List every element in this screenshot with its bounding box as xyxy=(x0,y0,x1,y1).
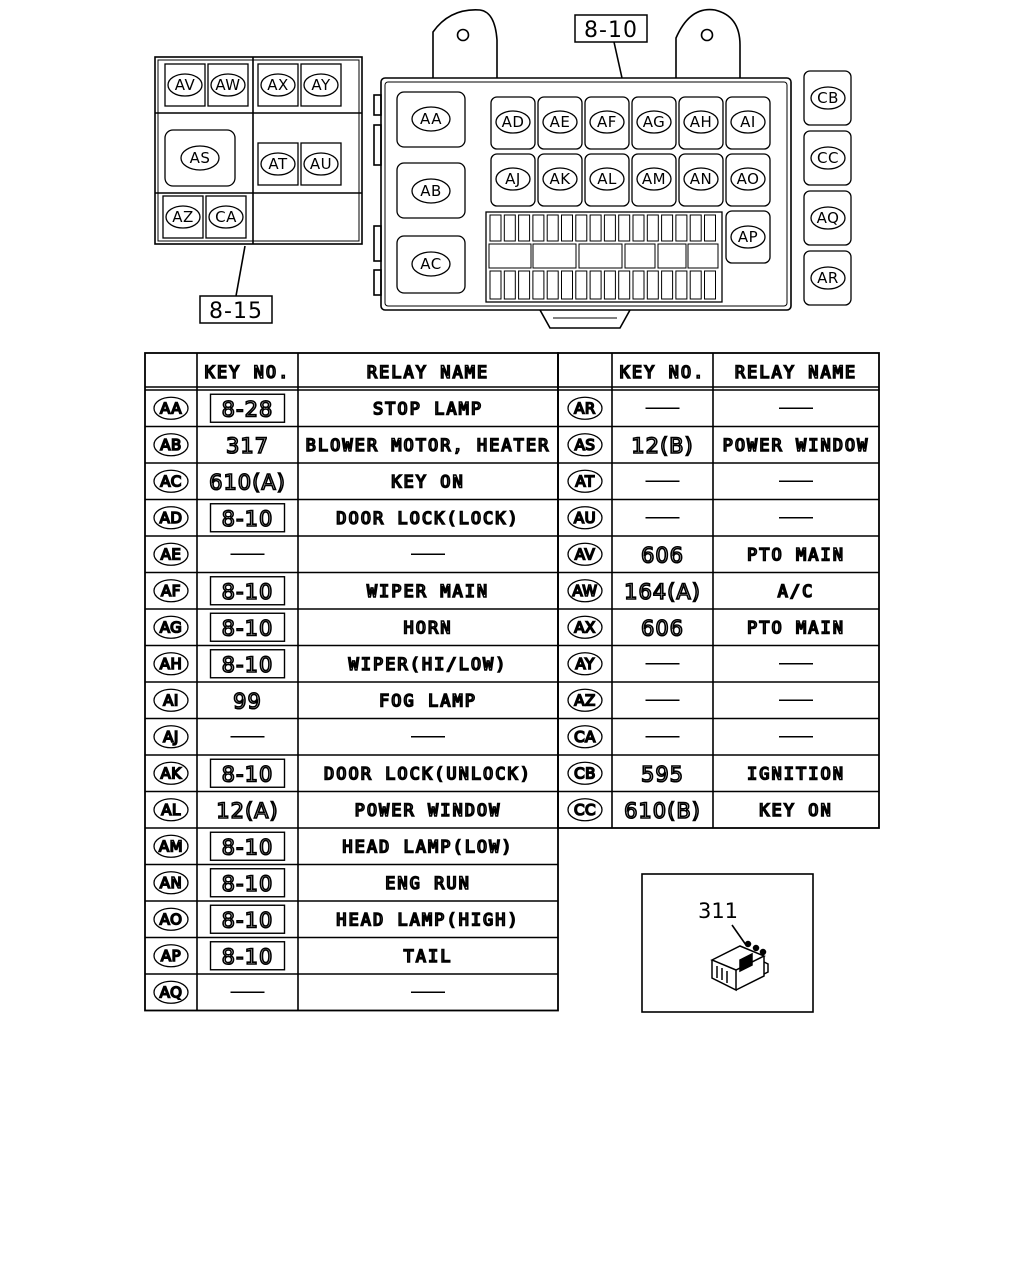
row-relay-left: HORN xyxy=(403,618,453,639)
row-code-left: AI xyxy=(163,691,179,710)
row-code-left: AM xyxy=(158,837,184,856)
code-ai: AI xyxy=(740,113,756,131)
row-relay-left: HEAD LAMP(LOW) xyxy=(342,837,514,858)
code-ca: CA xyxy=(215,208,237,226)
code-av: AV xyxy=(174,76,196,94)
row-key-left: 8-10 xyxy=(221,506,274,531)
row-code-left: AP xyxy=(160,946,182,965)
row-key-right: 606 xyxy=(640,616,685,641)
row-key-left: 8-10 xyxy=(221,762,274,787)
code-ab: AB xyxy=(420,182,442,200)
row-key-left: 8-10 xyxy=(221,652,274,677)
row-code-right: AY xyxy=(575,654,595,673)
row-code-left: AN xyxy=(159,873,183,892)
row-key-left: 12(A) xyxy=(216,798,279,823)
row-relay-left: FOG LAMP xyxy=(379,691,477,712)
inset-relay-311 xyxy=(642,874,813,1012)
code-am: AM xyxy=(641,170,667,188)
row-key-right: 12(B) xyxy=(631,433,694,458)
row-code-left: AH xyxy=(159,654,183,673)
row-relay-right: PTO MAIN xyxy=(747,545,845,566)
ref-8-15: 8-15 xyxy=(209,299,263,324)
row-relay-right: KEY ON xyxy=(759,800,833,821)
code-ao: AO xyxy=(736,170,760,188)
row-code-right: AS xyxy=(574,435,596,454)
row-code-left: AL xyxy=(161,800,181,819)
row-relay-right: IGNITION xyxy=(747,764,845,785)
code-ae: AE xyxy=(549,113,571,131)
code-aw: AW xyxy=(215,76,241,94)
row-relay-left: BLOWER MOTOR, HEATER xyxy=(305,435,551,456)
row-relay-left: DOOR LOCK(LOCK) xyxy=(336,508,520,529)
header-relay-name-left: RELAY NAME xyxy=(366,363,490,383)
code-ax: AX xyxy=(267,76,289,94)
code-au: AU xyxy=(309,155,333,173)
row-relay-right: A/C xyxy=(777,581,815,602)
code-af: AF xyxy=(597,113,617,131)
row-code-right: AX xyxy=(574,618,596,637)
row-code-left: AG xyxy=(159,618,183,637)
code-aa: AA xyxy=(420,110,442,128)
row-code-left: AF xyxy=(161,581,181,600)
row-code-left: AA xyxy=(160,399,182,418)
row-relay-left: POWER WINDOW xyxy=(354,800,502,821)
code-ak: AK xyxy=(549,170,571,188)
row-code-left: AJ xyxy=(163,727,179,746)
row-code-left: AK xyxy=(160,764,182,783)
row-code-right: AT xyxy=(575,472,595,491)
code-at: AT xyxy=(268,155,288,173)
row-relay-left: TAIL xyxy=(403,946,453,967)
row-key-right: 610(B) xyxy=(624,798,701,823)
row-code-right: AZ xyxy=(574,691,596,710)
row-relay-right: POWER WINDOW xyxy=(722,435,870,456)
code-ar: AR xyxy=(817,269,839,287)
row-code-right: AV xyxy=(574,545,596,564)
row-code-left: AD xyxy=(159,508,183,527)
row-key-left: 8-10 xyxy=(221,579,274,604)
row-key-left: 8-10 xyxy=(221,944,274,969)
header-key-no-left: KEY NO. xyxy=(204,363,291,383)
code-al: AL xyxy=(597,170,617,188)
main-relay-box xyxy=(374,10,791,328)
row-code-right: CC xyxy=(574,800,596,819)
code-cc: CC xyxy=(817,149,839,167)
row-code-right: AW xyxy=(572,581,598,600)
row-key-left: 317 xyxy=(225,433,270,458)
row-relay-left: WIPER(HI/LOW) xyxy=(348,654,508,675)
code-ag: AG xyxy=(642,113,666,131)
row-key-right: 164(A) xyxy=(624,579,701,604)
row-code-left: AO xyxy=(159,910,183,929)
row-key-left: 8-28 xyxy=(221,397,274,422)
row-relay-right: PTO MAIN xyxy=(747,618,845,639)
code-ap: AP xyxy=(737,228,759,246)
row-key-left: 8-10 xyxy=(221,835,274,860)
row-key-left: 8-10 xyxy=(221,908,274,933)
row-code-right: CA xyxy=(574,727,596,746)
row-key-left: 8-10 xyxy=(221,616,274,641)
code-aq: AQ xyxy=(816,209,840,227)
header-key-no-right: KEY NO. xyxy=(619,363,706,383)
header-relay-name-right: RELAY NAME xyxy=(734,363,858,383)
inset-part-number: 311 xyxy=(697,899,739,923)
row-relay-left: KEY ON xyxy=(391,472,465,493)
row-relay-left: WIPER MAIN xyxy=(366,581,490,602)
row-code-right: AU xyxy=(573,508,597,527)
row-relay-left: DOOR LOCK(UNLOCK) xyxy=(324,764,532,785)
relay-table xyxy=(145,353,879,1011)
code-az: AZ xyxy=(172,208,194,226)
row-code-right: CB xyxy=(574,764,596,783)
code-ah: AH xyxy=(689,113,713,131)
row-code-left: AE xyxy=(160,545,182,564)
code-aj: AJ xyxy=(505,170,521,188)
row-key-left: 99 xyxy=(233,689,262,714)
row-key-left: 8-10 xyxy=(221,871,274,896)
relay-icon xyxy=(712,942,768,991)
code-as: AS xyxy=(189,149,211,167)
row-code-right: AR xyxy=(574,399,596,418)
row-key-right: 606 xyxy=(640,543,685,568)
code-cb: CB xyxy=(817,89,839,107)
row-relay-left: HEAD LAMP(HIGH) xyxy=(336,910,520,931)
ref-8-10: 8-10 xyxy=(584,18,638,43)
code-ay: AY xyxy=(311,76,331,94)
row-key-right: 595 xyxy=(640,762,685,787)
row-code-left: AC xyxy=(160,472,182,491)
row-code-left: AB xyxy=(160,435,182,454)
code-ac: AC xyxy=(420,255,442,273)
row-relay-left: STOP LAMP xyxy=(372,399,484,420)
row-code-left: AQ xyxy=(159,983,183,1002)
code-ad: AD xyxy=(501,113,525,131)
code-an: AN xyxy=(689,170,713,188)
row-key-left: 610(A) xyxy=(209,470,286,495)
row-relay-left: ENG RUN xyxy=(385,873,471,894)
